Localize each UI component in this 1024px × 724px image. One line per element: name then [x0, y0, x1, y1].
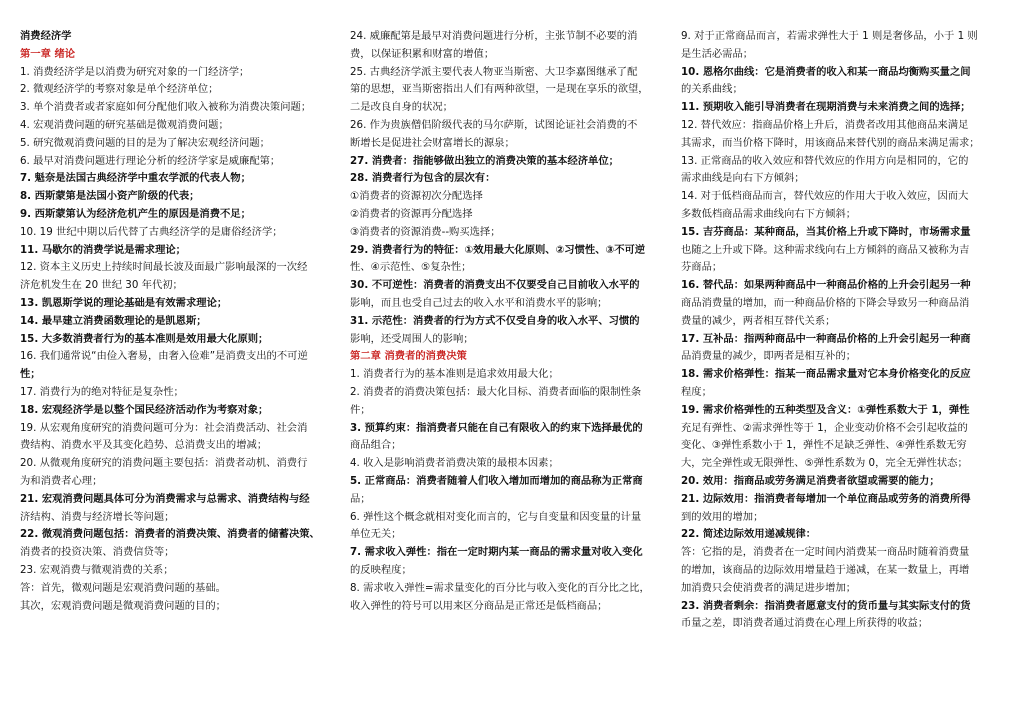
text-line: 28. 消费者行为包含的层次有：	[350, 172, 496, 185]
text-line: 4. 宏观消费问题的研究基础是微观消费问题；	[20, 118, 229, 131]
text-line: 济结构、消费与经济增长等问题；	[20, 510, 175, 523]
text-line: 费，以保证积累和财富的增值；	[350, 47, 495, 60]
text-line: 费结构、消费水平及其变化趋势、总消费支出的增减；	[20, 439, 268, 452]
text-line: 20. 效用：指商品或劳务满足消费者欲望或需要的能力；	[681, 474, 940, 487]
text-line: 17. 消费行为的绝对特征是复杂性；	[20, 385, 184, 398]
text-line: 31. 示范性：消费者的行为方式不仅受自身的收入水平、习惯的	[350, 314, 640, 327]
text-line: 9. 西斯蒙第认为经济危机产生的原因是消费不足；	[20, 207, 251, 220]
text-line: 11. 预期收入能引导消费者在现期消费与未来消费之间的选择；	[681, 101, 971, 114]
text-line: 其需求，而当价格下降时，用该商品来替代别的商品来满足需求；	[681, 136, 980, 149]
text-line: 二是改良自身的状况；	[350, 101, 453, 114]
text-line: 的关系曲线；	[681, 83, 743, 96]
text-line: 需求曲线是向右下方倾斜；	[681, 172, 805, 185]
text-line: 2. 消费者的消费决策包括：最大化目标、消费者面临的限制性条	[350, 385, 642, 398]
text-line: 14. 对于低档商品而言，替代效应的作用大于收入效应，因而大	[681, 190, 969, 203]
text-line: 6. 最早对消费问题进行理论分析的经济学家是威廉配第；	[20, 154, 281, 167]
text-line: 8. 西斯蒙第是法国小资产阶级的代表；	[20, 190, 200, 203]
text-line: 7. 需求收入弹性：指在一定时期内某一商品的需求量对收入变化	[350, 546, 643, 559]
text-line: 其次，宏观消费问题是微观消费问题的目的；	[20, 599, 226, 612]
text-line: 1. 消费者行为的基本准则是追求效用最大化；	[350, 368, 559, 381]
text-line: 15. 大多数消费者行为的基本准则是效用最大化原则；	[20, 332, 269, 345]
text-line: 11. 马歇尔的消费学说是需求理论；	[20, 243, 186, 256]
text-line: 第二章 消费者的消费决策	[350, 350, 467, 363]
text-line: 充足有弹性、②需求弹性等于 1，企业变动价格不会引起收益的	[681, 421, 968, 434]
text-line: 加消费只会使消费者的满足进步增加；	[681, 581, 857, 594]
text-line: 大，完全弹性或无限弹性、⑤弹性系数为 0，完全无弹性状态；	[681, 457, 968, 470]
text-line: 5. 正常商品：消费者随着人们收入增加而增加的商品称为正常商	[350, 474, 643, 487]
text-line: 8. 需求收入弹性=需求量变化的百分比与收入变化的百分比之比，	[350, 581, 650, 594]
text-line: 9. 对于正常商品而言，若需求弹性大于 1 则是奢侈品，小于 1 则	[681, 30, 978, 42]
text-line: 芬商品；	[681, 261, 723, 274]
text-line: ①消费者的资源初次分配选择	[350, 190, 483, 203]
text-line: 13. 凯恩斯学说的理论基础是有效需求理论；	[20, 296, 228, 309]
text-line: 性；	[20, 368, 41, 381]
text-line: 的增加，该商品的边际效用增量趋于递减，在某一数量上，再增	[681, 563, 970, 576]
text-line: 1. 消费经济学是以消费为研究对象的一门经济学；	[20, 65, 250, 78]
text-line: 第的思想，亚当斯密指出人们有两种欲望，一是现在享乐的欲望，	[350, 83, 649, 96]
text-line: ③消费者的资源消费--购买选择；	[350, 225, 501, 238]
text-line: 币量之差，即消费者通过消费在心理上所获得的收益；	[681, 617, 929, 630]
text-line: 件；	[350, 403, 371, 416]
text-line: 16. 替代品：如果两种商品中一种商品价格的上升会引起另一种	[681, 279, 971, 292]
text-line: 18. 宏观经济学是以整个国民经济活动作为考察对象；	[20, 403, 269, 416]
text-line: 21. 边际效用：指消费者每增加一个单位商品或劳务的消费所得	[681, 492, 971, 505]
text-line: 13. 正常商品的收入效应和替代效应的作用方向是相同的，它的	[681, 154, 969, 167]
text-line: 品；	[350, 492, 371, 505]
text-line: 到的效用的增加；	[681, 510, 764, 523]
text-line: 15. 吉芬商品：某种商品，当其价格上升或下降时，市场需求量	[681, 225, 971, 238]
text-line: 27. 消费者：指能够做出独立的消费决策的基本经济单位；	[350, 154, 619, 167]
text-line: 消费者的投资决策、消费信贷等；	[20, 546, 175, 559]
text-line: 品消费量的减少，即两者是相互补的；	[681, 350, 857, 363]
text-line: 3. 预算约束：指消费者只能在自己有限收入的约束下选择最优的	[350, 421, 643, 434]
text-line: 5. 研究微观消费问题的目的是为了解决宏观经济问题；	[20, 136, 270, 149]
text-line: 16. 我们通常说“由俭入奢易，由奢入俭难”是消费支出的不可逆	[20, 350, 308, 363]
text-line: 23. 消费者剩余：指消费者愿意支付的货币量与其实际支付的货	[681, 599, 971, 612]
text-line: 也随之上升或下降。这种需求线向右上方倾斜的商品又被称为吉	[681, 243, 970, 256]
text-line: 29. 消费者行为的特征：①效用最大化原则、②习惯性、③不可逆	[350, 243, 646, 256]
text-line: 26. 作为贵族僧侣阶级代表的马尔萨斯，试图论证社会消费的不	[350, 118, 638, 131]
text-line: 2. 微观经济学的考察对象是单个经济单位；	[20, 83, 219, 96]
text-line: 24. 威廉配第是最早对消费问题进行分析，主张节制不必要的消	[350, 30, 638, 42]
text-line: 10. 19 世纪中期以后代替了古典经济学的是庸俗经济学；	[20, 225, 283, 238]
text-line: 程度；	[681, 385, 712, 398]
text-line: 济危机发生在 20 世纪 30 年代初；	[20, 279, 183, 292]
text-line: 变化、③弹性系数小于 1，弹性不足缺乏弹性、④弹性系数无穷	[681, 439, 967, 452]
text-line: 12. 资本主义历史上持续时间最长波及面最广影响最深的一次经	[20, 261, 308, 274]
text-line: ②消费者的资源再分配选择	[350, 207, 473, 220]
text-line: 断增长是促进社会财富增长的源泉；	[350, 136, 515, 149]
text-line: 19. 从宏观角度研究的消费问题可分为：社会消费活动、社会消	[20, 421, 308, 434]
text-line: 多数低档商品需求曲线向右下方倾斜；	[681, 207, 857, 220]
text-line: 为和消费者心理；	[20, 474, 103, 487]
text-line: 14. 最早建立消费函数理论的是凯恩斯；	[20, 314, 207, 327]
text-line: 3. 单个消费者或者家庭如何分配他们收入被称为消费决策问题；	[20, 101, 312, 114]
text-line: 的反映程度；	[350, 563, 412, 576]
text-line: 23. 宏观消费与微观消费的关系；	[20, 563, 174, 576]
text-line: 收入弹性的符号可以用来区分商品是正常还是低档商品；	[350, 599, 608, 612]
column-middle	[350, 28, 668, 615]
text-line: 消费经济学	[20, 30, 72, 42]
text-line: 18. 需求价格弹性：指某一商品需求量对它本身价格变化的反应	[681, 368, 971, 381]
text-line: 19. 需求价格弹性的五种类型及含义：①弹性系数大于 1，弹性	[681, 403, 970, 416]
column-right	[681, 28, 1001, 633]
text-line: 21. 宏观消费问题具体可分为消费需求与总需求、消费结构与经	[20, 492, 310, 505]
text-line: 12. 替代效应：指商品价格上升后，消费者改用其他商品来满足	[681, 118, 969, 131]
text-line: 10. 恩格尔曲线：它是消费者的收入和某一商品均衡购买量之间	[681, 65, 971, 78]
text-line: 性、④示范性、⑤复杂性；	[350, 261, 472, 274]
text-line: 单位无关；	[350, 528, 402, 541]
text-line: 4. 收入是影响消费者消费决策的最根本因素；	[350, 457, 559, 470]
column-left	[20, 28, 342, 615]
text-line: 25. 古典经济学派主要代表人物亚当斯密、大卫李嘉图继承了配	[350, 65, 638, 78]
text-line: 第一章 绪论	[20, 47, 76, 60]
text-line: 7. 魁奈是法国古典经济学中重农学派的代表人物；	[20, 172, 251, 185]
text-line: 22. 简述边际效用递减规律：	[681, 528, 817, 541]
text-line: 费量的减少，两者相互替代关系；	[681, 314, 836, 327]
text-line: 商品组合；	[350, 439, 402, 452]
text-line: 6. 弹性这个概念就相对变化而言的，它与自变量和因变量的计量	[350, 510, 642, 523]
text-line: 答：它指的是，消费者在一定时间内消费某一商品时随着消费量	[681, 546, 970, 559]
text-line: 是生活必需品；	[681, 47, 754, 60]
text-line: 20. 从微观角度研究的消费问题主要包括：消费者动机、消费行	[20, 457, 308, 470]
text-line: 影响，还受周围人的影响；	[350, 332, 474, 345]
text-line: 22. 微观消费问题包括：消费者的消费决策、消费者的储蓄决策、	[20, 528, 320, 541]
text-line: 答：首先，微观问题是宏观消费问题的基础。	[20, 581, 226, 594]
text-line: 商品消费量的增加，而一种商品价格的下降会导致另一种商品消	[681, 296, 970, 309]
text-line: 30. 不可逆性：消费者的消费支出不仅要受自己目前收入水平的	[350, 279, 640, 292]
text-line: 17. 互补品：指两种商品中一种商品价格的上升会引起另一种商	[681, 332, 971, 345]
text-line: 影响，而且也受自己过去的收入水平和消费水平的影响；	[350, 296, 608, 309]
